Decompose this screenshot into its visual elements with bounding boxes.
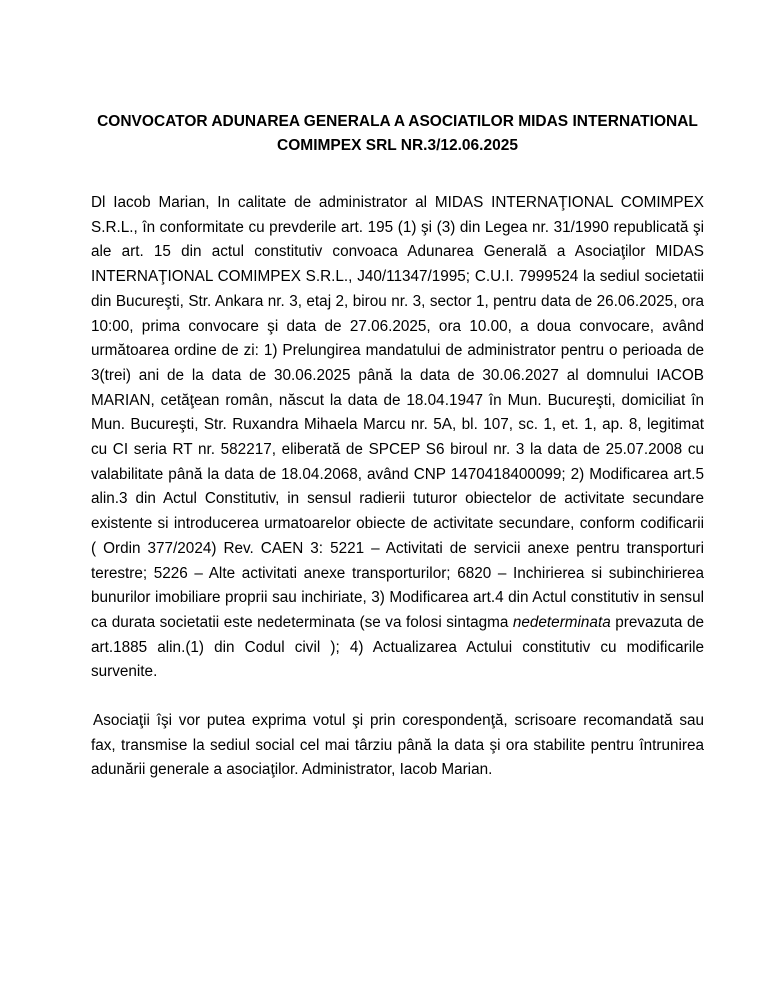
voting-paragraph: Asociaţii îşi vor putea exprima votul şi prin corespondenţă, scrisoare recomandată sau fax, transmise la sediul social cel mai târziu până la data şi ora stabilite pentru întrunirea adunării generale a asociaţilor. Administrator, Iacob Marian. (91, 712, 704, 779)
italic-term: nedeterminata (512, 613, 611, 631)
title-line-1: CONVOCATOR ADUNAREA GENERALA A ASOCIATILOR MIDAS INTERNATIONAL (97, 113, 698, 130)
convocation-text-part1: Dl Iacob Marian, In calitate de administrator al MIDAS INTERNAŢIONAL COMIMPEX S.R.L., în conformitate cu prevderile art. 195 (1) şi (3) din Legea nr. 31/1990 republicată şi ale art. 15 din actul constitutiv convoaca Adunarea Generală a Asociaţilor MIDAS INTERNAŢIONAL COMIMPEX S.R.L., J40/11347/1995; C.U.I. 7999524 la sediul societatii din Bucureşti, Str. Ankara nr. 3, etaj 2, birou nr. 3, sector 1, pentru data de 26.06.2025, ora 10:00, prima convocare şi data de 27.06.2025, ora 10.00, a doua convocare, având următoarea ordine de zi: 1) Prelungirea mandatului de administrator pentru o perioada de 3(trei) ani de la data de 30.06.2025 până la data de 30.06.2027 al domnului IACOB MARIAN, cetăţean român, născut la data de 18.04.1947 în Mun. Bucureşti, domiciliat în Mun. Bucureşti, Str. Ruxandra Mihaela Marcu nr. 5A, bl. 107, sc. 1, et. 1, ap. 8, legitimat cu CI seria RT nr. 582217, eliberată de SPCEP S6 biroul nr. 3 la data de 25.07.2008 cu valabilitate până la data de 18.04.2068, având CNP 1470418400099; 2) Modificarea art.5 alin.3 din Actul Constitutiv, in sensul radierii tuturor obiectelor de activitate secundare existente si introducerea urmatoarelor obiecte de activitate secundare, conform codificarii ( Ordin 377/2024) Rev. CAEN 3: 5221 – Activitati de servicii anexe pentru transporturi terestre; 5226 – Alte activitati anexe transporturilor; 6820 – Inchirierea si subinchirierea bunurilor imobiliare proprii sau inchiriate, 3) Modificarea art.4 din Actul constitutiv in sensul ca durata societatii este nedeterminata (se va folosi sintagma (91, 194, 704, 631)
title-line-2: COMIMPEX SRL NR.3/12.06.2025 (277, 137, 518, 154)
document-page (91, 110, 704, 783)
convocation-text-part2: prevazuta de art.1885 alin.(1) din Codul civil ); 4) Actualizarea Actului constitutiv cu modificarile survenite. (91, 613, 704, 681)
document-title (91, 110, 704, 158)
convocation-paragraph (91, 191, 704, 685)
